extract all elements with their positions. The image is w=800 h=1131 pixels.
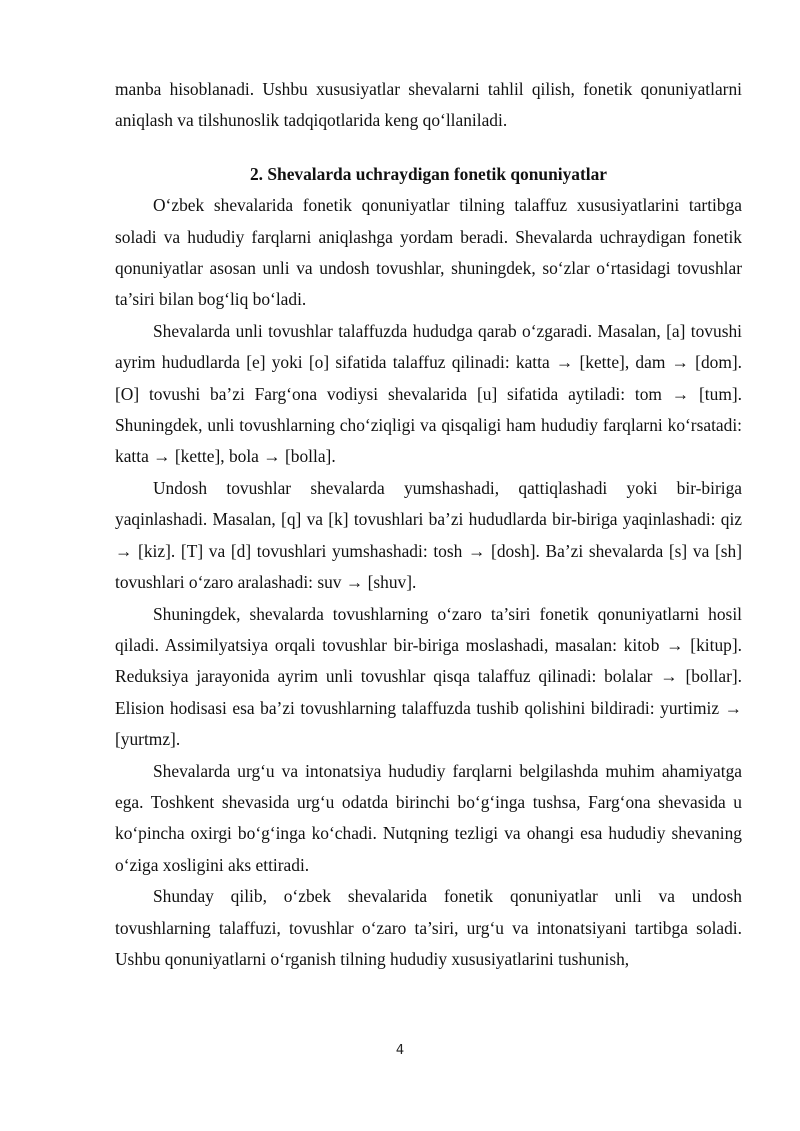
body-paragraph-2: Shevalarda unli tovushlar talaffuzda hududga qarab o‘zgaradi. Masalan, [a] tovushi ayrim hududlarda [e] yoki [o] sifatida talaffuz qilinadi: katta → [kette], dam → [dom]. [O] tovushi ba’zi Farg‘ona vodiysi shevalarida [u] sifatida aytiladi: tom → [tum]. Shuningdek, unli tovushlarning cho‘ziqligi va qisqaligi ham hududiy farqlarni ko‘rsatadi: katta → [kette], bola → [bolla].	[115, 320, 742, 467]
body-paragraph-4: Shuningdek, shevalarda tovushlarning o‘zaro ta’siri fonetik qonuniyatlarni hosil qiladi. Assimilyatsiya orqali tovushlar bir-biriga moslashadi, masalan: kitob → [kitup]. Reduksiya jarayonida ayrim unli tovushlar qisqa talaffuz qilinadi: bolalar → [bollar]. Elision hodisasi esa ba’zi tovushlarning talaffuzda tushib qolishini bildiradi: yurtimiz → [yurtmz].	[115, 603, 742, 750]
body-paragraph-6: Shunday qilib, o‘zbek shevalarida fonetik qonuniyatlar unli va undosh tovushlarning talaffuzi, tovushlar o‘zaro ta’siri, urg‘u va intonatsiyani tartibga soladi. Ushbu qonuniyatlarni o‘rganish tilning hududiy xususiyatlarini tushunish,	[115, 886, 742, 969]
body-paragraph-3: Undosh tovushlar shevalarda yumshashadi, qattiqlashadi yoki bir-biriga yaqinlashadi. Masalan, [q] va [k] tovushlari ba’zi hududlarda bir-biriga yaqinlashadi: qiz → [kiz]. [T] va [d] tovushlari yumshashadi: tosh → [dosh]. Ba’zi shevalarda [s] va [sh] tovushlari o‘zaro aralashadi: suv → [shuv].	[115, 477, 742, 593]
body-paragraph-1: O‘zbek shevalarida fonetik qonuniyatlar tilning talaffuz xususiyatlarini tartibga soladi va hududiy farqlarni aniqlashga yordam beradi. Shevalarda uchraydigan fonetik qonuniyatlar asosan unli va undosh tovushlar, shuningdek, so‘zlar o‘rtasidagi tovushlar ta’siri bilan bog‘liq bo‘ladi.	[115, 195, 742, 310]
page-number: 4	[395, 1043, 405, 1058]
intro-paragraph: manba hisoblanadi. Ushbu xususiyatlar shevalarni tahlil qilish, fonetik qonuniyatlarni aniqlash va tilshunoslik tadqiqotlarida keng qo‘llaniladi.	[115, 79, 742, 131]
document-page	[115, 74, 742, 975]
body-paragraph-5: Shevalarda urg‘u va intonatsiya hududiy farqlarni belgilashda muhim ahamiyatga ega. Toshkent shevasida urg‘u odatda birinchi bo‘g‘inga tushsa, Farg‘ona shevasida u ko‘pincha oxirgi bo‘g‘inga ko‘chadi. Nutqning tezligi va ohangi esa hududiy shevaning o‘ziga xosligini aks ettiradi.	[115, 760, 742, 875]
section-heading: 2. Shevalarda uchraydigan fonetik qonuniyatlar	[249, 163, 608, 184]
